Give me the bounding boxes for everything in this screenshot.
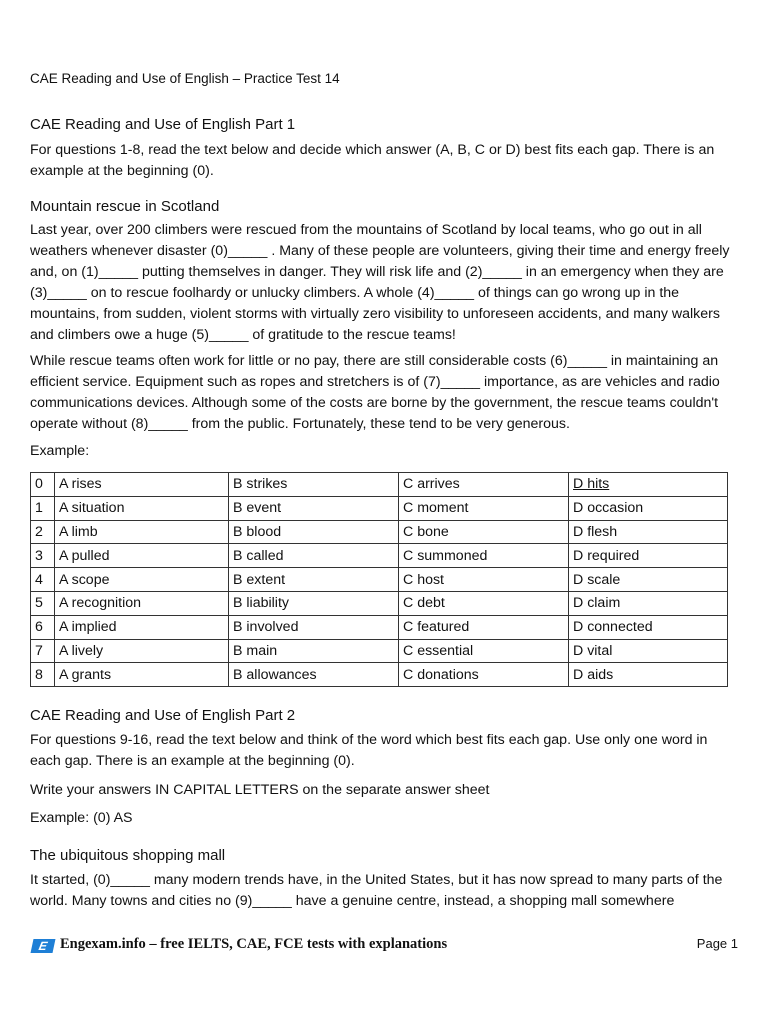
part2-write-note: Write your answers IN CAPITAL LETTERS on the separate answer sheet [30, 782, 490, 798]
part2-instructions: For questions 9-16, read the text below and think of the word which best fits each gap. Use only one word in each gap. There is an example at the beginning (0). [30, 732, 708, 769]
option-cell: A recognition [55, 591, 229, 615]
part1-paragraph-2: While rescue teams often work for little or no pay, there are still considerable costs (6)_____ in maintaining an efficient service. Equipment such as ropes and stretchers is of (7)_____ importance, as are vehicles and radio communications devices. Although some of the costs are borne by the government, the rescue teams couldn't operate without (8)_____ from the public. Fortunately, these tend to be very generous. [30, 353, 720, 432]
question-number: 0 [31, 473, 55, 497]
option-cell: A implied [55, 615, 229, 639]
page-footer [30, 936, 740, 956]
table-row [31, 639, 728, 663]
option-cell: B called [229, 544, 399, 568]
option-cell: B involved [229, 615, 399, 639]
table-row [31, 473, 728, 497]
question-number: 1 [31, 496, 55, 520]
option-cell: C summoned [399, 544, 569, 568]
table-row [31, 520, 728, 544]
option-cell: C arrives [399, 473, 569, 497]
table-row [31, 591, 728, 615]
question-number: 6 [31, 615, 55, 639]
table-row [31, 663, 728, 687]
option-cell: B strikes [229, 473, 399, 497]
option-cell: D claim [569, 591, 728, 615]
question-number: 4 [31, 568, 55, 592]
option-cell: D occasion [569, 496, 728, 520]
option-cell: A scope [55, 568, 229, 592]
part1-instructions: For questions 1-8, read the text below and decide which answer (A, B, C or D) best fits each gap. There is an example at the beginning (0). [30, 142, 715, 179]
options-table [30, 472, 728, 687]
question-number: 3 [31, 544, 55, 568]
option-cell: D connected [569, 615, 728, 639]
question-number: 5 [31, 591, 55, 615]
option-cell: A rises [55, 473, 229, 497]
option-cell: B blood [229, 520, 399, 544]
option-cell: D scale [569, 568, 728, 592]
option-cell: C donations [399, 663, 569, 687]
option-cell: A lively [55, 639, 229, 663]
document-header: CAE Reading and Use of English – Practice Test 14 [30, 71, 340, 86]
question-number: 2 [31, 520, 55, 544]
option-cell: B extent [229, 568, 399, 592]
option-cell: C featured [399, 615, 569, 639]
question-number: 8 [31, 663, 55, 687]
option-cell: A pulled [55, 544, 229, 568]
part2-title: CAE Reading and Use of English Part 2 [30, 707, 296, 724]
option-cell: C essential [399, 639, 569, 663]
option-cell: B event [229, 496, 399, 520]
page-number: Page 1 [696, 936, 738, 951]
part1-title: CAE Reading and Use of English Part 1 [30, 116, 296, 133]
footer-site-link[interactable]: Engexam.info – free IELTS, CAE, FCE tests with explanations [60, 936, 448, 952]
option-cell: C moment [399, 496, 569, 520]
example-label: Example: [30, 443, 90, 459]
option-cell: D flesh [569, 520, 728, 544]
part1-text-title: Mountain rescue in Scotland [30, 198, 220, 215]
option-cell: A grants [55, 663, 229, 687]
option-cell: C debt [399, 591, 569, 615]
option-cell: A limb [55, 520, 229, 544]
option-cell: D vital [569, 639, 728, 663]
option-cell: A situation [55, 496, 229, 520]
part2-text-title: The ubiquitous shopping mall [30, 847, 226, 864]
question-number: 7 [31, 639, 55, 663]
table-row [31, 615, 728, 639]
table-row [31, 496, 728, 520]
option-cell: B main [229, 639, 399, 663]
part1-paragraph-1: Last year, over 200 climbers were rescued from the mountains of Scotland by local teams, who go out in all weathers whenever disaster (0)_____ . Many of these people are volunteers, giving their time and energy freely and, on (1)_____ putting themselves in danger. They will risk life and (2)_____ in an emergency when they are (3)_____ on to rescue foolhardy or unlucky climbers. A whole (4)_____ of things can go wrong up in the mountains, from sudden, violent storms with virtually zero visibility to unforeseen accidents, and many walkers and climbers owe a huge (5)_____ of gratitude to the rescue teams! [30, 222, 730, 343]
option-cell: C bone [399, 520, 569, 544]
option-cell: D required [569, 544, 728, 568]
option-cell: C host [399, 568, 569, 592]
option-cell: B liability [229, 591, 399, 615]
table-row [31, 544, 728, 568]
part2-paragraph-1: It started, (0)_____ many modern trends have, in the United States, but it has now spread to many parts of the world. Many towns and cities no (9)_____ have a genuine centre, instead, a shopping mall somewhere [30, 872, 723, 909]
option-cell: B allowances [229, 663, 399, 687]
table-row [31, 568, 728, 592]
part2-example: Example: (0) AS [30, 810, 133, 826]
engexam-logo-icon: E [31, 939, 56, 953]
option-cell: D aids [569, 663, 728, 687]
option-cell: D hits [569, 473, 728, 497]
